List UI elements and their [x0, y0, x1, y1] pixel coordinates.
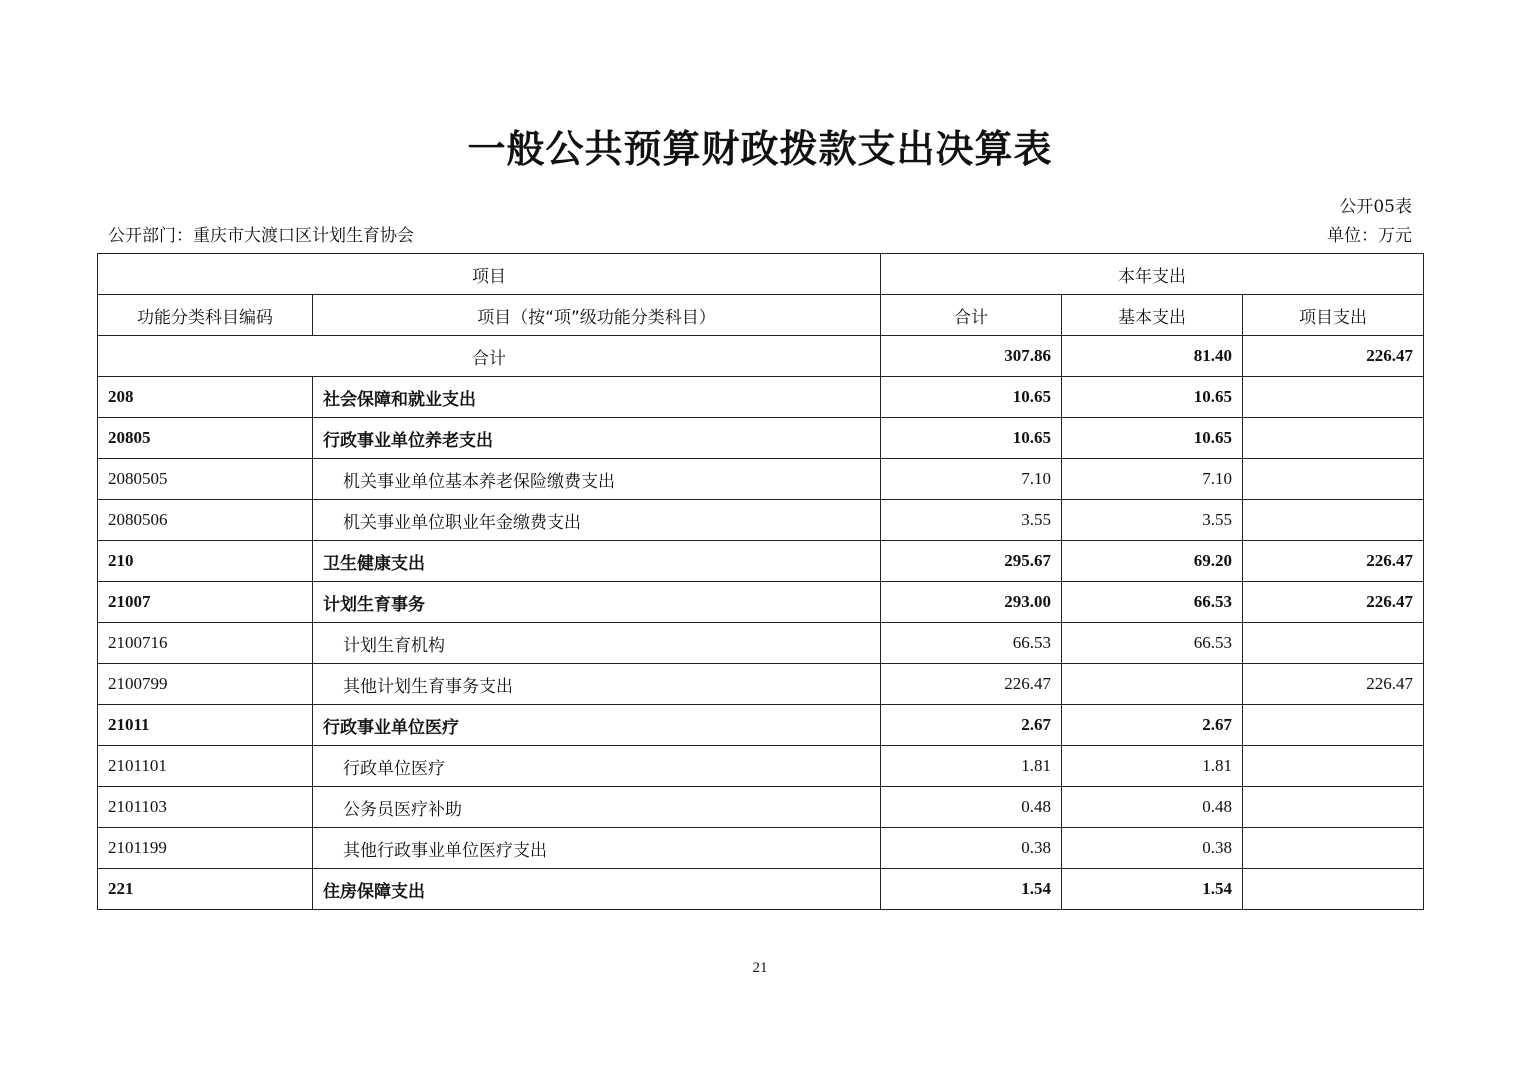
row-code: 2101101 [98, 746, 313, 787]
row-name: 住房保障支出 [313, 869, 881, 910]
row-basic [1062, 664, 1243, 705]
row-project: 226.47 [1243, 664, 1424, 705]
row-total: 1.54 [881, 869, 1062, 910]
row-code: 210 [98, 541, 313, 582]
row-code: 2100716 [98, 623, 313, 664]
department-label: 公开部门：重庆市大渡口区计划生育协会 [108, 226, 414, 246]
table-row [98, 746, 1424, 787]
table-row [98, 623, 1424, 664]
total-project: 226.47 [1243, 336, 1424, 377]
row-name: 行政事业单位养老支出 [313, 418, 881, 459]
row-code: 21011 [98, 705, 313, 746]
row-name: 卫生健康支出 [313, 541, 881, 582]
unit-label: 单位：万元 [1327, 226, 1412, 246]
total-row [98, 336, 1424, 377]
row-name: 其他计划生育事务支出 [313, 664, 881, 705]
header-total: 合计 [881, 295, 1062, 336]
row-name: 计划生育事务 [313, 582, 881, 623]
page-number: 21 [752, 960, 768, 976]
row-total: 226.47 [881, 664, 1062, 705]
row-name: 机关事业单位基本养老保险缴费支出 [313, 459, 881, 500]
row-name: 社会保障和就业支出 [313, 377, 881, 418]
header-basic: 基本支出 [1062, 295, 1243, 336]
row-basic: 10.65 [1062, 418, 1243, 459]
row-name: 机关事业单位职业年金缴费支出 [313, 500, 881, 541]
total-basic: 81.40 [1062, 336, 1243, 377]
row-project: 226.47 [1243, 582, 1424, 623]
row-basic: 2.67 [1062, 705, 1243, 746]
row-name: 公务员医疗补助 [313, 787, 881, 828]
row-basic: 10.65 [1062, 377, 1243, 418]
row-code: 2101103 [98, 787, 313, 828]
header-row-1 [98, 254, 1424, 295]
row-project [1243, 787, 1424, 828]
row-total: 293.00 [881, 582, 1062, 623]
header-code: 功能分类科目编码 [98, 295, 313, 336]
row-total: 0.48 [881, 787, 1062, 828]
row-project [1243, 500, 1424, 541]
row-project [1243, 459, 1424, 500]
row-basic: 1.54 [1062, 869, 1243, 910]
row-basic: 66.53 [1062, 623, 1243, 664]
row-project [1243, 746, 1424, 787]
header-name: 项目（按“项”级功能分类科目） [313, 295, 881, 336]
total-label: 合计 [98, 336, 881, 377]
row-basic: 0.48 [1062, 787, 1243, 828]
row-code: 221 [98, 869, 313, 910]
row-name: 其他行政事业单位医疗支出 [313, 828, 881, 869]
total-amount: 307.86 [881, 336, 1062, 377]
row-project [1243, 377, 1424, 418]
budget-table [97, 253, 1424, 910]
row-code: 20805 [98, 418, 313, 459]
header-row-2 [98, 295, 1424, 336]
row-code: 2101199 [98, 828, 313, 869]
table-row [98, 664, 1424, 705]
row-total: 3.55 [881, 500, 1062, 541]
row-basic: 66.53 [1062, 582, 1243, 623]
table-row [98, 787, 1424, 828]
row-code: 2080506 [98, 500, 313, 541]
row-project [1243, 869, 1424, 910]
row-code: 2080505 [98, 459, 313, 500]
header-current-year: 本年支出 [881, 254, 1424, 295]
row-total: 295.67 [881, 541, 1062, 582]
row-basic: 3.55 [1062, 500, 1243, 541]
table-row [98, 582, 1424, 623]
header-item: 项目 [98, 254, 881, 295]
row-name: 计划生育机构 [313, 623, 881, 664]
row-total: 7.10 [881, 459, 1062, 500]
row-total: 10.65 [881, 377, 1062, 418]
table-number: 公开05表 [1339, 197, 1412, 217]
row-basic: 1.81 [1062, 746, 1243, 787]
row-project: 226.47 [1243, 541, 1424, 582]
table-row [98, 377, 1424, 418]
table-row [98, 705, 1424, 746]
header-project: 项目支出 [1243, 295, 1424, 336]
table-row [98, 500, 1424, 541]
row-name: 行政单位医疗 [313, 746, 881, 787]
row-project [1243, 705, 1424, 746]
row-code: 208 [98, 377, 313, 418]
row-project [1243, 828, 1424, 869]
row-total: 10.65 [881, 418, 1062, 459]
page-title: 一般公共预算财政拨款支出决算表 [467, 127, 1053, 171]
row-total: 1.81 [881, 746, 1062, 787]
table-row [98, 541, 1424, 582]
row-total: 2.67 [881, 705, 1062, 746]
table-row [98, 418, 1424, 459]
row-code: 2100799 [98, 664, 313, 705]
table-row [98, 869, 1424, 910]
row-total: 66.53 [881, 623, 1062, 664]
row-basic: 7.10 [1062, 459, 1243, 500]
row-basic: 69.20 [1062, 541, 1243, 582]
table-row [98, 459, 1424, 500]
table-row [98, 828, 1424, 869]
row-project [1243, 418, 1424, 459]
row-code: 21007 [98, 582, 313, 623]
row-basic: 0.38 [1062, 828, 1243, 869]
row-total: 0.38 [881, 828, 1062, 869]
row-name: 行政事业单位医疗 [313, 705, 881, 746]
row-project [1243, 623, 1424, 664]
